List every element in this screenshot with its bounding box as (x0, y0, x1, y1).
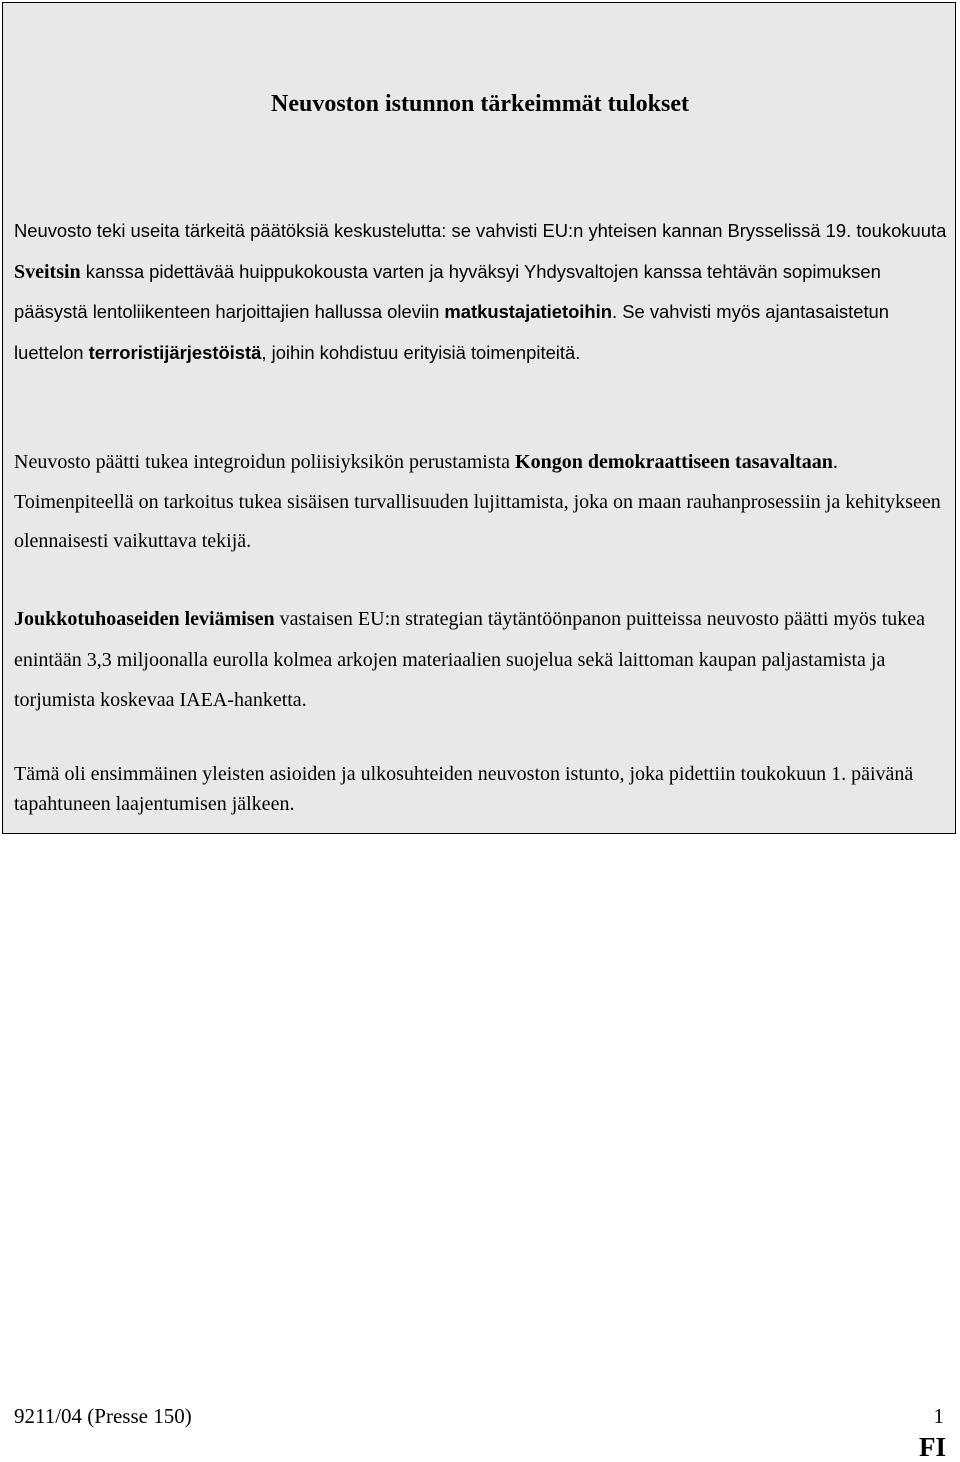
paragraph-congo (14, 443, 949, 562)
text-run: Tämä oli ensimmäinen yleisten asioiden ja ulkosuhteiden neuvoston istunto, joka pidettiin toukokuun 1. päivänä tapahtuneen laajentumisen jälkeen. (14, 763, 914, 815)
keyword-matkustajatietoihin: matkustajatietoihin (444, 301, 612, 322)
keyword-joukkotuhoaseiden: Joukkotuhoaseiden leviämisen (14, 608, 275, 630)
keyword-kongo: Kongon demokraattiseen tasavaltaan (515, 451, 833, 473)
keyword-sveitsin: Sveitsin (14, 260, 81, 283)
paragraph-first-session (14, 759, 949, 819)
text-run: kanssa pidettävää huippukokousta varten ja hyväksyi Yhdysvaltojen kanssa tehtävän sopimuksen pääsystä lentoliikenteen harjoittajien hallussa oleviin (14, 260, 881, 322)
text-run: vastaisen EU:n strategian täytäntöönpanon puitteissa neuvosto päätti myös tukea enintään 3,3 miljoonalla eurolla kolmea arkojen materiaalien suojelua sekä laittoman kaupan paljastamista ja torjumista koskevaa IAEA-hanketta. (14, 608, 926, 711)
paragraph-decisions (14, 211, 949, 373)
text-run: , joihin kohdistuu erityisiä toimenpiteitä. (261, 341, 581, 363)
text-run: Neuvosto päätti tukea integroidun poliisiyksikön perustamista (14, 451, 516, 473)
text-run: Neuvosto teki useita tärkeitä päätöksiä keskustelutta: se vahvisti EU:n yhteisen kannan Brysselissä 19. toukokuuta (14, 220, 947, 241)
text-run: . Toimenpiteellä on tarkoitus tukea sisäisen turvallisuuden lujittamista, joka on maan rauhanprosessiin ja kehitykseen olennaisesti vaikuttava tekijä. (14, 451, 941, 552)
text-run: . Se vahvisti myös ajantasaistetun luettelon (14, 301, 890, 363)
summary-box (2, 2, 956, 834)
footer-page-number: 1 (933, 1404, 944, 1428)
footer-language: FI (919, 1432, 946, 1462)
page-title: Neuvoston istunnon tärkeimmät tulokset (270, 91, 690, 117)
paragraph-wmd (14, 599, 949, 721)
footer-doc-ref: 9211/04 (Presse 150) (14, 1404, 192, 1428)
keyword-terroristijarjestoista: terroristijärjestöistä (88, 341, 262, 363)
